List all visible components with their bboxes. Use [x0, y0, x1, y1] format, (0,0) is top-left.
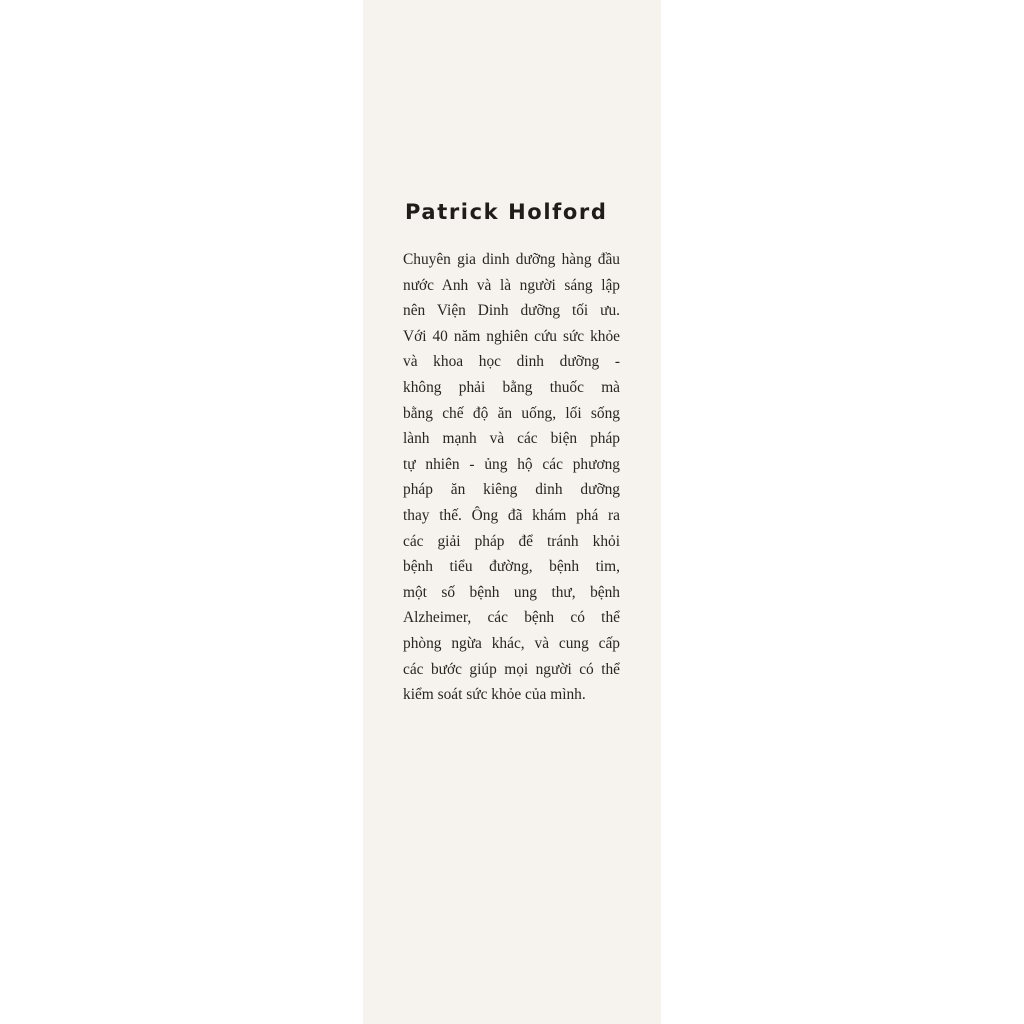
bio-line: các bước giúp mọi người có thể	[403, 660, 620, 678]
bio-line: lành mạnh và các biện pháp	[403, 430, 620, 448]
bio-line: không phải bằng thuốc mà	[403, 378, 620, 396]
bio-line: các giải pháp để tránh khỏi	[403, 532, 620, 550]
author-bio	[403, 247, 620, 708]
bio-line: Với 40 năm nghiên cứu sức khỏe	[403, 327, 620, 345]
bio-line: tự nhiên - ủng hộ các phương	[403, 455, 620, 473]
bio-line: phòng ngừa khác, và cung cấp	[403, 634, 620, 652]
bio-line: Alzheimer, các bệnh có thể	[403, 609, 620, 627]
bio-line: thay thế. Ông đã khám phá ra	[403, 506, 620, 524]
author-name: Patrick Holford	[405, 200, 608, 224]
bio-line: Chuyên gia dinh dưỡng hàng đầu	[403, 251, 620, 268]
bio-line: bệnh tiểu đường, bệnh tim,	[403, 558, 620, 576]
bio-line: pháp ăn kiêng dinh dưỡng	[403, 481, 620, 499]
bio-line: kiểm soát sức khỏe của mình.	[403, 686, 586, 704]
bio-line: một số bệnh ung thư, bệnh	[403, 583, 620, 601]
bio-line: nên Viện Dinh dưỡng tối ưu.	[403, 302, 620, 320]
bio-line: nước Anh và là người sáng lập	[403, 276, 620, 294]
author-bio-panel	[363, 0, 661, 1024]
bio-line: và khoa học dinh dưỡng -	[403, 353, 620, 371]
bio-line: bằng chế độ ăn uống, lối sống	[403, 404, 620, 422]
